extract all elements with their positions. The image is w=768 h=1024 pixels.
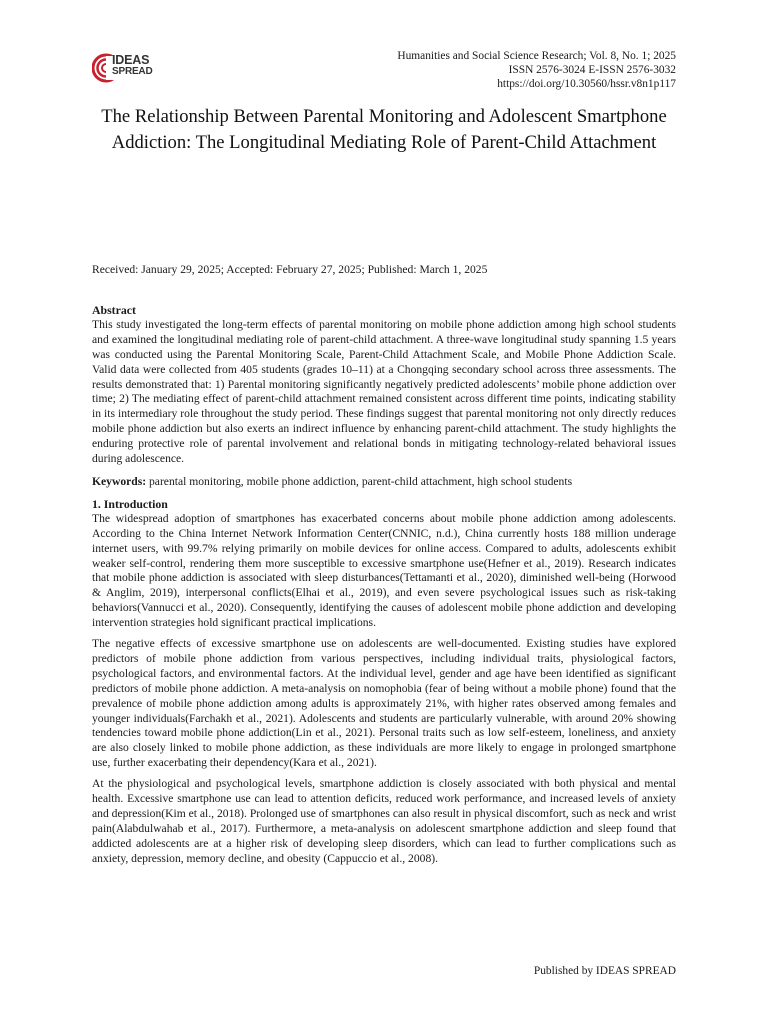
article-title: The Relationship Between Parental Monitoring and Adolescent Smartphone Addiction: The Longitudinal Mediating Role of Parent-Child Attachment: [101, 106, 667, 153]
intro-paragraph-2: The negative effects of excessive smartphone use on adolescents are well-documented. Existing studies have explored predictors of mobile phone addiction from various perspectives, including individual traits, physiological factors, psychological factors, and environmental factors. At the individual level, gender and age have been identified as significant predictors of mobile phone addiction. A meta-analysis on nomophobia (fear of being without a mobile phone) found that the prevalence of mobile phone addiction among adults is approximately 21%, with higher rates observed among females and younger individuals(Farchakh et al., 2021). Adolescents and students are particularly vulnerable, with around 20% showing tendencies toward mobile phone addiction(Lin et al., 2021). Personal traits such as low self-esteem, loneliness, and anxiety are also closely linked to mobile phone addiction, as these individuals are more likely to engage in prolonged smartphone use, further exacerbating their dependency(Kara et al., 2021).: [92, 637, 676, 770]
article-doi-link[interactable]: https://doi.org/10.30560/hssr.v8n1p117: [497, 78, 676, 91]
abstract-heading: Abstract: [92, 303, 136, 317]
keywords: [92, 475, 676, 490]
logo-ideas-text: IDEAS: [112, 53, 150, 67]
keywords-label: Keywords:: [92, 474, 147, 488]
intro-paragraph-1: The widespread adoption of smartphones has exacerbated concerns about mobile phone addiction among adolescents. According to the China Internet Network Information Center(CNNIC, n.d.), China currently hosts 188 million underage internet users, with 99.7% relying primarily on mobile devices for online access. Compared to adults, adolescents exhibit weaker self-control, rendering them more susceptible to excessive smartphone use(Hefner et al., 2019). Research indicates that mobile phone addiction is associated with sleep disturbances(Tettamanti et al., 2020), diminished well-being (Horwood & Anglim, 2019), interpersonal conflicts(Elhai et al., 2019), and even severe psychological issues such as risk-taking behaviors(Vannucci et al., 2020). Consequently, identifying the causes of adolescent mobile phone addiction and developing intervention strategies hold significant practical implications.: [92, 511, 676, 630]
publication-dates: Received: January 29, 2025; Accepted: February 27, 2025; Published: March 1, 2025: [92, 263, 488, 276]
journal-meta: [397, 49, 676, 92]
intro-paragraph-3: At the physiological and psychological levels, smartphone addiction is closely associated with both physical and mental health. Excessive smartphone use can lead to attention deficits, reduced work performance, and increased levels of anxiety and depression(Kim et al., 2018). Prolonged use of smartphones can also result in physical discomfort, such as neck and wrist pain(Alabdulwahab et al., 2017). Furthermore, a meta-analysis on adolescent smartphone addiction and sleep found that addicted adolescents are at a higher risk of developing sleep disorders, which can lead to further complications such as anxiety, depression, memory decline, and obesity (Cappuccio et al., 2008).: [92, 777, 676, 865]
introduction-heading: 1. Introduction: [92, 496, 168, 511]
keywords-text: parental monitoring, mobile phone addiction, parent-child attachment, high school students: [146, 474, 573, 488]
journal-issn: ISSN 2576-3024 E-ISSN 2576-3032: [508, 64, 676, 77]
publisher-footer: Published by IDEAS SPREAD: [533, 965, 676, 977]
logo-spread-text: SPREAD: [112, 66, 153, 77]
journal-citation: Humanities and Social Science Research; Vol. 8, No. 1; 2025: [397, 50, 676, 62]
article-body: [92, 303, 676, 873]
logo-wordmark: [112, 55, 152, 77]
publisher-logo: [92, 50, 156, 86]
abstract-text: This study investigated the long-term effects of parental monitoring on mobile phone addiction among high school students and examined the longitudinal mediating role of parent-child attachment. A three-wave longitudinal study spanning 1.5 years was conducted using the Parental Monitoring Scale, Parent-Child Attachment Scale, and Mobile Phone Addiction Scale. Valid data were collected from 405 students (grades 10–11) at a Chongqing secondary school across three assessments. The results demonstrated that: 1) Parental monitoring significantly negatively predicted adolescents’ mobile phone addiction over time; 2) The mediating effect of parent-child attachment remained consistent across different time points, indicating stability in its intermediary role throughout the study period. These findings suggest that parental monitoring not only directly reduces mobile phone addiction but also exerts an indirect influence by enhancing parent-child attachment. The study highlights the enduring protective role of parental involvement and relational bonds in mitigating technology-related behavioral issues during adolescence.: [92, 317, 676, 466]
